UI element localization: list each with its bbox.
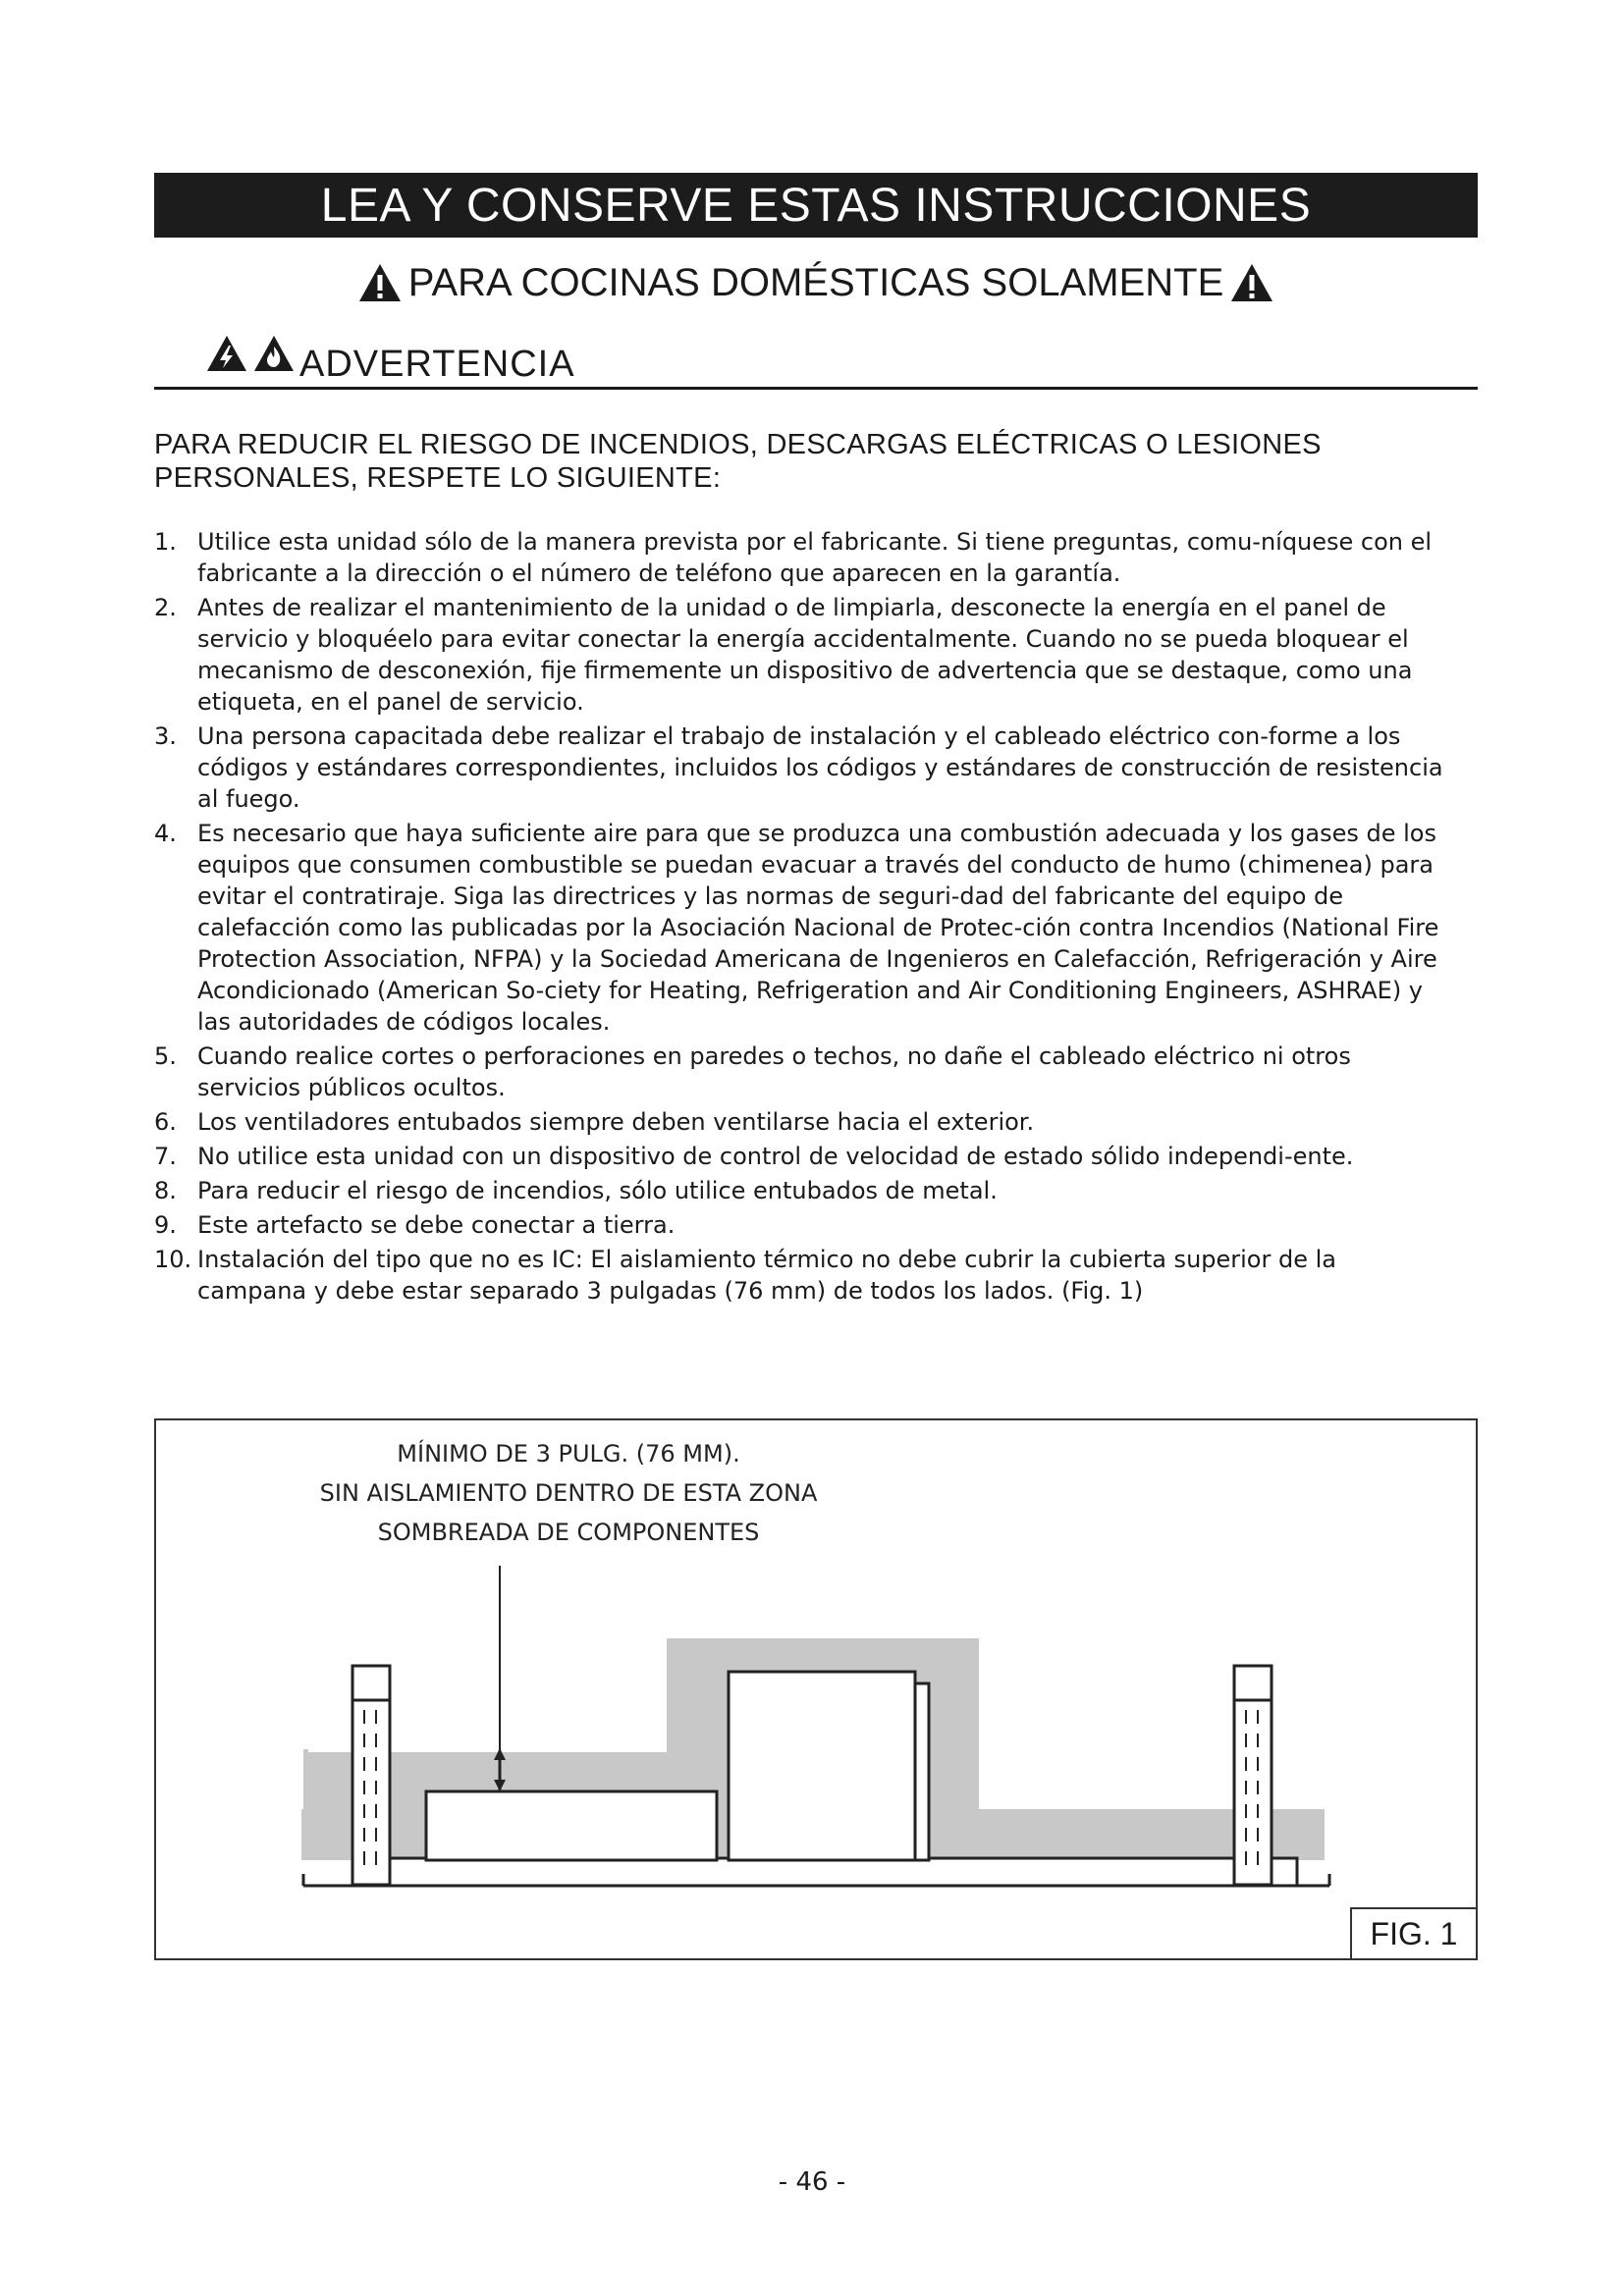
list-item: 2. Antes de realizar el mantenimiento de la unidad o de limpiarla, desconecte la energía en el panel de servicio y bloquéelo para evitar conectar la energía accidentalmente. Cuando no se pueda bloquear el mecanismo de desconexión, fije firmemente un dispositivo de advertencia que se destaque, como una etiqueta, en el panel de servicio.	[154, 594, 1413, 716]
motor-box	[729, 1672, 915, 1860]
figure-label: FIG. 1	[1350, 1907, 1476, 1958]
figure-1	[154, 1418, 1478, 1960]
fire-warning-icon	[252, 334, 296, 373]
list-item: 1. Utilice esta unidad sólo de la manera prevista por el fabricante. Si tiene preguntas, comu-níquese con el fabricante a la dirección o el número de teléfono que aparecen en la garantía.	[154, 528, 1433, 587]
ceiling-joist	[384, 1858, 1297, 1886]
intro-line: PARA REDUCIR EL RIESGO DE INCENDIOS, DESCARGAS ELÉCTRICAS O LESIONES	[154, 429, 1322, 460]
warning-title: ADVERTENCIA	[299, 344, 575, 385]
electric-shock-warning-icon	[205, 334, 248, 373]
warning-triangle-icon	[357, 262, 403, 303]
banner-title: LEA Y CONSERVE ESTAS INSTRUCCIONES	[320, 179, 1312, 232]
subtitle-text: PARA COCINAS DOMÉSTICAS SOLAMENTE	[407, 260, 1224, 304]
intro-paragraph	[154, 428, 1478, 495]
warning-triangle-icon	[1229, 262, 1274, 303]
title-banner	[154, 173, 1478, 238]
list-item: 4. Es necesario que haya suficiente aire para que se produzca una combustión adecuada y los gases de los equipos que consumen combustible se puedan evacuar a través del conducto de humo (chimenea) para evitar el contratiraje. Siga las directrices y las normas de seguri-dad del fabricante del equipo de calefacción como las publicadas por la Asociación Nacional de Protec-ción contra Incendios (National Fire Protection Association, NFPA) y la Sociedad Americana de Ingenieros en Calefacción, Refrigeración y Aire Acondicionado (American So-ciety for Heating, Refrigeration and Air Conditioning Engineers, ASHRAE) y las autoridades de códigos locales.	[154, 820, 1439, 1036]
motor-box-side	[915, 1683, 929, 1860]
list-item: 3. Una persona capacitada debe realizar el trabajo de instalación y el cableado eléctrico con-forme a los códigos y estándares correspondientes, incluidos los códigos y estándares de construcción de resistencia al fuego.	[154, 722, 1443, 813]
subtitle-row	[154, 253, 1478, 312]
insulation-free-zone	[301, 1809, 343, 1860]
list-item: 10. Instalación del tipo que no es IC: El aislamiento térmico no debe cubrir la cubierta superior de la campana y debe estar separado 3 pulgadas (76 mm) de todos los lados. (Fig. 1)	[154, 1246, 1336, 1305]
right-wall-stud	[1234, 1666, 1272, 1885]
list-item: 6. Los ventiladores entubados siempre deben ventilarse hacia el exterior.	[154, 1108, 1035, 1136]
figure-caption-line: MÍNIMO DE 3 PULG. (76 MM).	[397, 1440, 740, 1468]
page-number: - 46 -	[778, 2167, 846, 2197]
insulation-free-zone	[303, 1749, 308, 1752]
list-item: 7. No utilice esta unidad con un dispositivo de control de velocidad de estado sólido independi-ente.	[154, 1143, 1354, 1170]
hood-housing	[426, 1791, 717, 1860]
warning-heading	[154, 332, 1478, 390]
list-item: 9. Este artefacto se debe conectar a tierra.	[154, 1211, 676, 1239]
list-item: 8. Para reducir el riesgo de incendios, sólo utilice entubados de metal.	[154, 1177, 998, 1204]
intro-line: PERSONALES, RESPETE LO SIGUIENTE:	[154, 462, 722, 494]
figure-caption	[254, 1434, 883, 1552]
figure-caption-line: SOMBREADA DE COMPONENTES	[377, 1519, 760, 1546]
instruction-list	[154, 526, 1450, 1309]
figure-caption-line: SIN AISLAMIENTO DENTRO DE ESTA ZONA	[319, 1479, 818, 1507]
list-item: 5. Cuando realice cortes o perforaciones en paredes o techos, no dañe el cableado eléctrico ni otros servicios públicos ocultos.	[154, 1042, 1351, 1101]
left-wall-stud	[352, 1666, 390, 1885]
